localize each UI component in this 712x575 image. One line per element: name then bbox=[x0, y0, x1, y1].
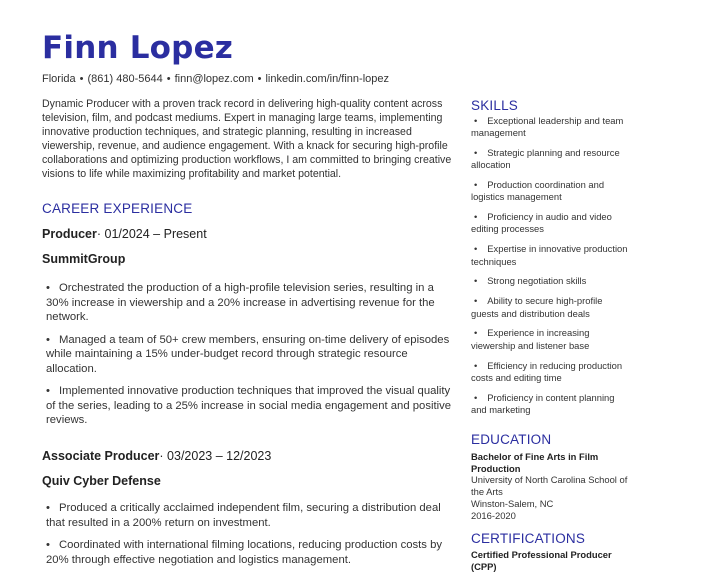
career-experience-heading: CAREER EXPERIENCE bbox=[42, 201, 193, 216]
job-bullet-text: Orchestrated the production of a high-profile television series, resulting in a 30% increase in viewership and a 20% increase in advertising revenue for the network. bbox=[46, 282, 435, 323]
certifications-heading: CERTIFICATIONS bbox=[471, 531, 586, 546]
education-years: 2016-2020 bbox=[471, 510, 516, 521]
bullet-marker: • bbox=[46, 385, 50, 397]
skill-text: Exceptional leadership and team management bbox=[471, 115, 624, 139]
skill-text: Expertise in innovative production techniques bbox=[471, 243, 628, 267]
contact-separator: • bbox=[79, 73, 84, 85]
skill-item bbox=[471, 147, 631, 171]
skill-item bbox=[471, 392, 631, 416]
skill-text: Experience in increasing viewership and listener base bbox=[471, 327, 590, 351]
contact-line bbox=[42, 73, 389, 85]
job-bullets bbox=[42, 281, 452, 436]
education-location: Winston-Salem, NC bbox=[471, 498, 554, 509]
skill-item bbox=[471, 179, 631, 203]
skill-item bbox=[471, 211, 631, 235]
skill-text: Proficiency in content planning and marketing bbox=[471, 391, 615, 415]
job-bullet bbox=[42, 501, 452, 530]
bullet-marker: • bbox=[46, 282, 50, 294]
certification-name: Certified Professional Producer (CPP) bbox=[471, 549, 612, 572]
company-name: SummitGroup bbox=[42, 252, 126, 266]
job-title: Associate Producer bbox=[42, 449, 160, 463]
contact-email[interactable]: finn@lopez.com bbox=[174, 73, 254, 85]
bullet-marker: • bbox=[474, 391, 478, 403]
skill-item bbox=[471, 243, 631, 267]
skills-heading: SKILLS bbox=[471, 98, 518, 113]
contact-phone: (861) 480-5644 bbox=[87, 73, 163, 85]
bullet-marker: • bbox=[46, 502, 50, 514]
skill-item bbox=[471, 115, 631, 139]
bullet-marker: • bbox=[474, 115, 478, 126]
skill-item bbox=[471, 360, 631, 384]
contact-separator: • bbox=[257, 73, 262, 85]
bullet-marker: • bbox=[474, 327, 478, 339]
job-title: Producer bbox=[42, 227, 97, 241]
job-bullet-text: Coordinated with international filming locations, reducing production costs by 20% through effective negotiation and logistics management. bbox=[46, 539, 443, 566]
skills-list bbox=[471, 115, 631, 424]
job-bullet-text: Managed a team of 50+ crew members, ensuring on-time delivery of episodes while maintaining a 15% under-budget record through strategic resource allocation. bbox=[46, 333, 450, 375]
candidate-name: Finn Lopez bbox=[42, 30, 234, 66]
skill-text: Proficiency in audio and video editing processes bbox=[471, 211, 612, 235]
education-heading: EDUCATION bbox=[471, 432, 552, 447]
bullet-marker: • bbox=[474, 179, 478, 191]
job-bullet bbox=[42, 333, 452, 377]
bullet-marker: • bbox=[474, 359, 478, 371]
skill-text: Strategic planning and resource allocation bbox=[471, 147, 620, 171]
company-name: Quiv Cyber Defense bbox=[42, 474, 161, 488]
bullet-marker: • bbox=[474, 275, 478, 287]
skill-item bbox=[471, 295, 631, 319]
job-bullet-text: Implemented innovative production techniques that improved the visual quality of the series, leading to a 25% increase in social media engagement and positive reviews. bbox=[46, 385, 452, 426]
job-bullet-text: Produced a critically acclaimed independent film, securing a distribution deal that resulted in a 200% return on investment. bbox=[46, 502, 441, 529]
job-title-line bbox=[42, 449, 271, 463]
bullet-marker: • bbox=[474, 295, 478, 307]
job-dates: · 03/2023 – 12/2023 bbox=[159, 449, 272, 463]
bullet-marker: • bbox=[46, 539, 50, 551]
bullet-marker: • bbox=[474, 211, 478, 223]
skill-text: Production coordination and logistics management bbox=[471, 179, 605, 203]
education-degree: Bachelor of Fine Arts in Film Production bbox=[471, 451, 599, 474]
job-bullet bbox=[42, 538, 452, 567]
skill-item bbox=[471, 327, 631, 351]
professional-summary: Dynamic Producer with a proven track record in delivering high-quality content across television, film, and podcast mediums. Expert in managing large teams, implementing innovative production techniques, and strategic planning, resulting in increased viewership, revenue, and audience engagement. With a knack for securing high-profile collaborations and optimizing production workflows, I am committed to bringing creative visions to life while maximizing profitability and market potential. bbox=[42, 98, 452, 180]
job-title-line bbox=[42, 227, 207, 241]
skill-text: Strong negotiation skills bbox=[487, 275, 587, 287]
job-bullet bbox=[42, 384, 452, 428]
job-bullets bbox=[42, 501, 452, 575]
skill-text: Efficiency in reducing production costs and editing time bbox=[471, 359, 623, 383]
job-dates: · 01/2024 – Present bbox=[96, 227, 207, 241]
contact-location: Florida bbox=[42, 73, 76, 85]
job-bullet bbox=[42, 281, 452, 325]
bullet-marker: • bbox=[474, 147, 478, 159]
education-school: University of North Carolina School of the Arts bbox=[471, 474, 628, 497]
bullet-marker: • bbox=[474, 243, 478, 255]
skill-text: Ability to secure high-profile guests and distribution deals bbox=[471, 295, 603, 319]
skill-item bbox=[471, 275, 631, 287]
contact-separator: • bbox=[166, 73, 171, 85]
bullet-marker: • bbox=[46, 333, 50, 346]
contact-linkedin[interactable]: linkedin.com/in/finn-lopez bbox=[265, 73, 389, 85]
